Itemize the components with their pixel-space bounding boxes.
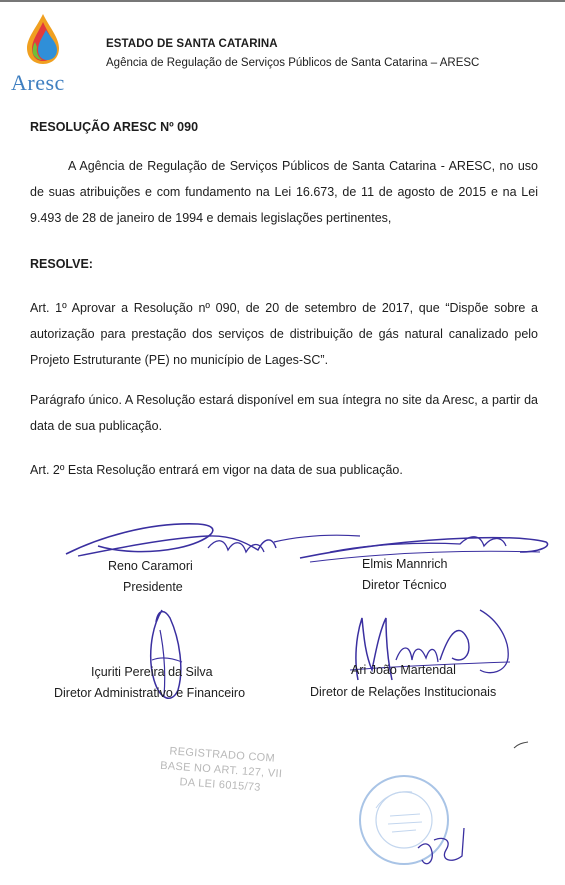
signature-2-name: Elmis Mannrich xyxy=(362,557,448,571)
article-2: Art. 2º Esta Resolução entrará em vigor na data de sua publicação. xyxy=(30,463,403,477)
stamp-line-2: BASE NO ART. 127, VII xyxy=(159,759,283,781)
signature-3-name: Içuriti Pereira da Silva xyxy=(91,665,213,679)
stamp-line-1: REGISTRADO COM xyxy=(169,745,276,765)
sole-paragraph: Parágrafo único. A Resolução estará disponível em sua íntegra no site da Aresc, a partir da data de sua publicação. xyxy=(30,393,538,433)
signature-3-role: Diretor Administrativo e Financeiro xyxy=(54,686,246,700)
registration-stamp xyxy=(159,744,284,797)
header-state: ESTADO DE SANTA CATARINA xyxy=(106,38,278,50)
seal-initials xyxy=(412,818,472,878)
water-drop-icon xyxy=(24,12,62,66)
top-border xyxy=(0,0,565,2)
signature-4-role: Diretor de Relações Institucionais xyxy=(310,685,497,699)
resolution-title: RESOLUÇÃO ARESC Nº 090 xyxy=(30,120,199,134)
article-1: Art. 1º Aprovar a Resolução nº 090, de 20 de setembro de 2017, que “Dispõe sobre a autorização para prestação dos serviços de distribuição de gás natural canalizado pelo Projeto Estruturante (PE) no município de Lages-SC”. xyxy=(30,301,538,367)
stamp-line-3: DA LEI 6015/73 xyxy=(179,776,262,794)
signature-2-role: Diretor Técnico xyxy=(362,578,447,592)
ink-mark xyxy=(512,740,532,752)
logo-wordmark: Aresc xyxy=(11,70,65,95)
signature-1-name: Reno Caramori xyxy=(108,559,193,573)
header-agency: Agência de Regulação de Serviços Públicos de Santa Catarina – ARESC xyxy=(106,57,480,69)
resolves-heading: RESOLVE: xyxy=(30,257,93,271)
aresc-logo xyxy=(10,12,80,95)
signature-1-role: Presidente xyxy=(123,580,183,594)
signature-4-name: Ari João Martendal xyxy=(351,663,456,677)
preamble-paragraph: A Agência de Regulação de Serviços Públicos de Santa Catarina - ARESC, no uso de suas atribuições e com fundamento na Lei 16.673, de 11 de agosto de 2015 e na Lei 9.493 de 28 de janeiro de 1994 e demais legislações pertinentes, xyxy=(30,159,538,225)
